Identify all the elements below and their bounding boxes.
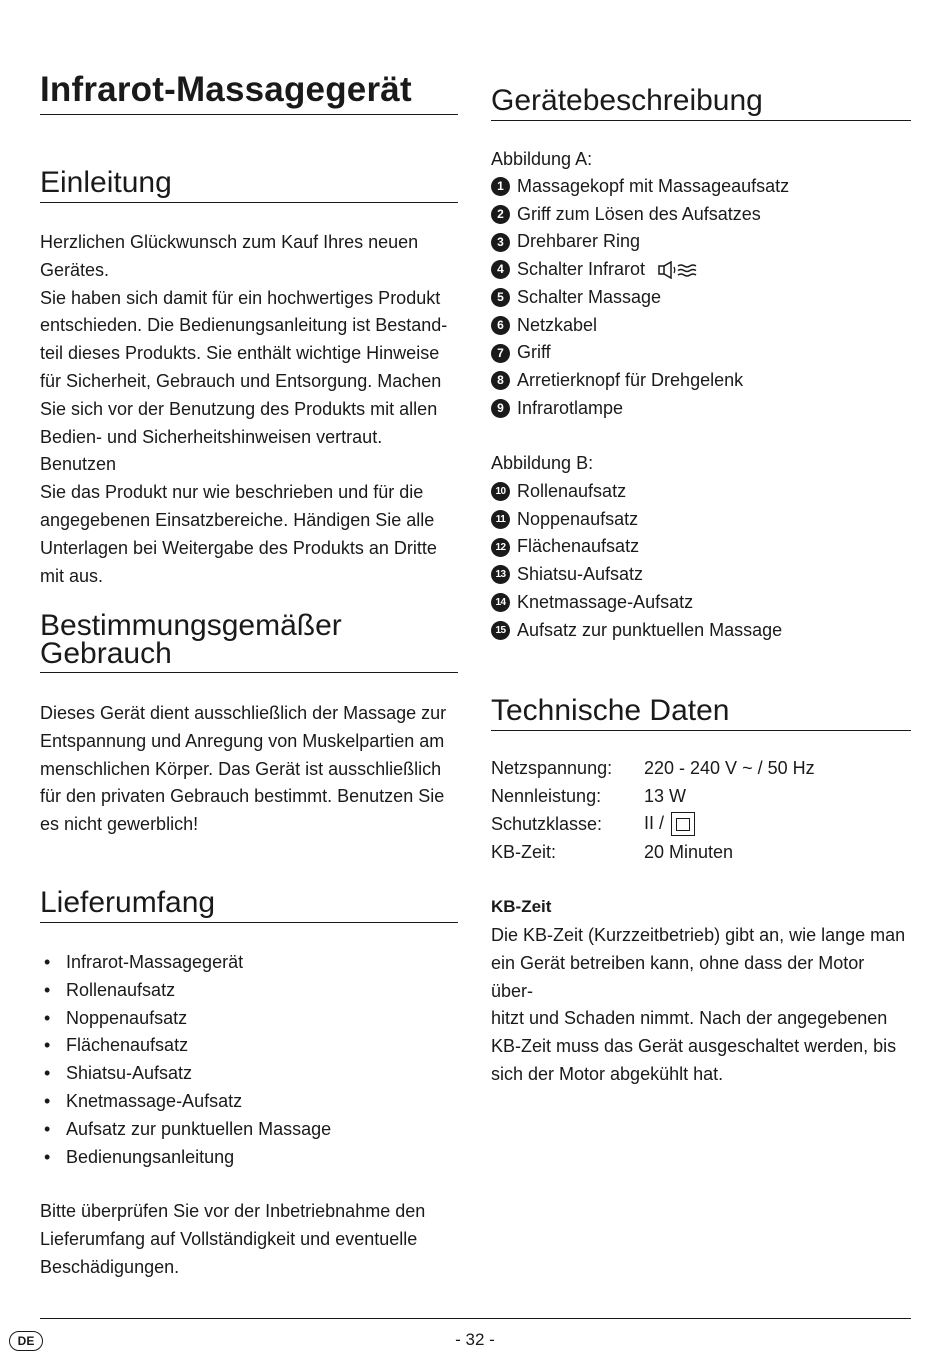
text-line: mit aus.: [40, 565, 104, 586]
list-item: 8 Arretierknopf für Drehgelenk: [491, 367, 911, 395]
list-item: • Rollenaufsatz: [40, 977, 458, 1005]
list-item: 4 Schalter Infrarot: [491, 256, 911, 284]
usage-text: [40, 700, 458, 839]
list-item: 1 Massagekopf mit Massageaufsatz: [491, 173, 911, 201]
list-item: 13 Shiatsu-Aufsatz: [491, 561, 911, 589]
table-row: [491, 783, 815, 811]
bullet: •: [44, 1090, 51, 1111]
text-line: Entspannung und Anregung von Muskelpartien am: [40, 730, 445, 751]
spec-key: KB-Zeit:: [491, 841, 557, 862]
spec-value: 220 - 240 V ~ / 50 Hz: [644, 758, 815, 779]
number-badge: 5: [491, 288, 510, 307]
delivery-heading: Lieferumfang: [40, 888, 458, 923]
list-item: 9 Infrarotlampe: [491, 395, 911, 423]
page-number: - 32 -: [455, 1330, 495, 1349]
usage-heading-line1: Bestimmungsgemäßer: [40, 609, 342, 642]
fig-b-list: [491, 478, 911, 644]
list-item: 14 Knetmassage-Aufsatz: [491, 589, 911, 617]
bullet: •: [44, 1063, 51, 1084]
tech-table: [491, 755, 815, 866]
list-item: • Infrarot-Massagegerät: [40, 949, 458, 977]
list-item: 11 Noppenaufsatz: [491, 506, 911, 534]
spec-value: II /: [644, 813, 665, 834]
language-badge: DE: [9, 1331, 43, 1351]
table-row: [491, 811, 815, 839]
tech-heading: Technische Daten: [491, 696, 911, 731]
text-line: Lieferumfang auf Vollständigkeit und eventuelle: [40, 1228, 418, 1249]
text-line: angegebenen Einsatzbereiche. Händigen Sie alle: [40, 509, 435, 530]
kb-heading: KB-Zeit: [491, 897, 552, 916]
number-badge: 1: [491, 177, 510, 196]
list-item: • Aufsatz zur punktuellen Massage: [40, 1116, 458, 1144]
spec-value: 13 W: [644, 786, 687, 807]
usage-heading-line2: Gebrauch: [40, 637, 172, 670]
number-badge: 8: [491, 371, 510, 390]
protection-class-ii-icon: [671, 812, 695, 836]
fig-a-label: Abbildung A:: [491, 149, 593, 169]
text-line: entschieden. Die Bedienungsanleitung ist Bestand-: [40, 315, 448, 336]
number-badge: 2: [491, 205, 510, 224]
number-badge: 4: [491, 260, 510, 279]
list-item: 15 Aufsatz zur punktuellen Massage: [491, 617, 911, 645]
number-badge: 13: [491, 565, 510, 584]
text-line: Herzlichen Glückwunsch zum Kauf Ihres neuen: [40, 232, 419, 252]
text-line: Dieses Gerät dient ausschließlich der Massage zur: [40, 703, 447, 723]
intro-heading: Einleitung: [40, 168, 458, 203]
bullet: •: [44, 952, 51, 972]
number-badge: 12: [491, 538, 510, 557]
text-line: für Sicherheit, Gebrauch und Entsorgung. Machen: [40, 370, 442, 391]
list-item: • Flächenaufsatz: [40, 1032, 458, 1060]
list-item: 7 Griff: [491, 339, 911, 367]
text-line: teil dieses Produkts. Sie enthält wichtige Hinweise: [40, 343, 440, 364]
spec-key: Schutzklasse:: [491, 813, 603, 834]
bullet: •: [44, 979, 51, 1000]
text-line: KB-Zeit muss das Gerät ausgeschaltet werden, bis: [491, 1036, 897, 1057]
bullet: •: [44, 1146, 51, 1167]
text-line: hitzt und Schaden nimmt. Nach der angegebenen: [491, 1008, 888, 1029]
text-line: Sie sich vor der Benutzung des Produkts mit allen: [40, 398, 438, 419]
list-item: • Knetmassage-Aufsatz: [40, 1088, 458, 1116]
list-item: 12 Flächenaufsatz: [491, 533, 911, 561]
text-line: sich der Motor abgekühlt hat.: [491, 1063, 724, 1084]
infrared-symbol-icon: [657, 261, 699, 279]
list-item: • Noppenaufsatz: [40, 1005, 458, 1033]
table-row: [491, 838, 815, 866]
description-heading: Gerätebeschreibung: [491, 86, 911, 121]
page-title: Infrarot-Massagegerät: [40, 70, 458, 115]
text-line: Unterlagen bei Weitergabe des Produkts an Dritte: [40, 537, 437, 558]
delivery-list: [40, 949, 458, 1171]
number-badge: 7: [491, 344, 510, 363]
usage-heading: [40, 609, 458, 673]
list-item: • Shiatsu-Aufsatz: [40, 1060, 458, 1088]
list-item: 6 Netzkabel: [491, 312, 911, 340]
bullet: •: [44, 1118, 51, 1139]
number-badge: 6: [491, 316, 510, 335]
spec-value-cell: [644, 811, 815, 839]
text-line: Sie haben sich damit für ein hochwertiges Produkt: [40, 287, 441, 308]
number-badge: 3: [491, 233, 510, 252]
number-badge: 10: [491, 482, 510, 501]
list-item: 3 Drehbarer Ring: [491, 228, 911, 256]
text-line: ein Gerät betreiben kann, ohne dass der Motor über-: [491, 952, 865, 1001]
list-item: • Bedienungsanleitung: [40, 1144, 458, 1172]
text-line: es nicht gewerblich!: [40, 814, 199, 835]
table-row: [491, 755, 815, 783]
footer-divider: [40, 1318, 911, 1319]
spec-key: Nennleistung:: [491, 786, 602, 807]
text-line: für den privaten Gebrauch bestimmt. Benutzen Sie: [40, 786, 445, 807]
number-badge: 11: [491, 510, 510, 529]
fig-b-label: Abbildung B:: [491, 453, 594, 473]
fig-a-list: [491, 173, 911, 422]
bullet: •: [44, 1035, 51, 1056]
number-badge: 14: [491, 593, 510, 612]
text-line: Gerätes.: [40, 259, 110, 280]
intro-text: [40, 229, 458, 590]
text-line: menschlichen Körper. Das Gerät ist ausschließlich: [40, 758, 442, 779]
text-line: Die KB-Zeit (Kurzzeitbetrieb) gibt an, wie lange man: [491, 925, 906, 945]
kb-text: [491, 922, 911, 1089]
text-line: Bitte überprüfen Sie vor der Inbetriebnahme den: [40, 1201, 426, 1221]
list-item: 5 Schalter Massage: [491, 284, 911, 312]
text-line: Sie das Produkt nur wie beschrieben und für die: [40, 482, 424, 503]
number-badge: 15: [491, 621, 510, 640]
list-item: 10 Rollenaufsatz: [491, 478, 911, 506]
spec-key: Netzspannung:: [491, 758, 613, 779]
text-line: Bedien- und Sicherheitshinweisen vertraut. Benutzen: [40, 426, 383, 475]
text-line: Beschädigungen.: [40, 1256, 180, 1277]
bullet: •: [44, 1007, 51, 1028]
spec-value: 20 Minuten: [644, 841, 734, 862]
list-item: 2 Griff zum Lösen des Aufsatzes: [491, 201, 911, 229]
number-badge: 9: [491, 399, 510, 418]
delivery-note: [40, 1198, 458, 1281]
